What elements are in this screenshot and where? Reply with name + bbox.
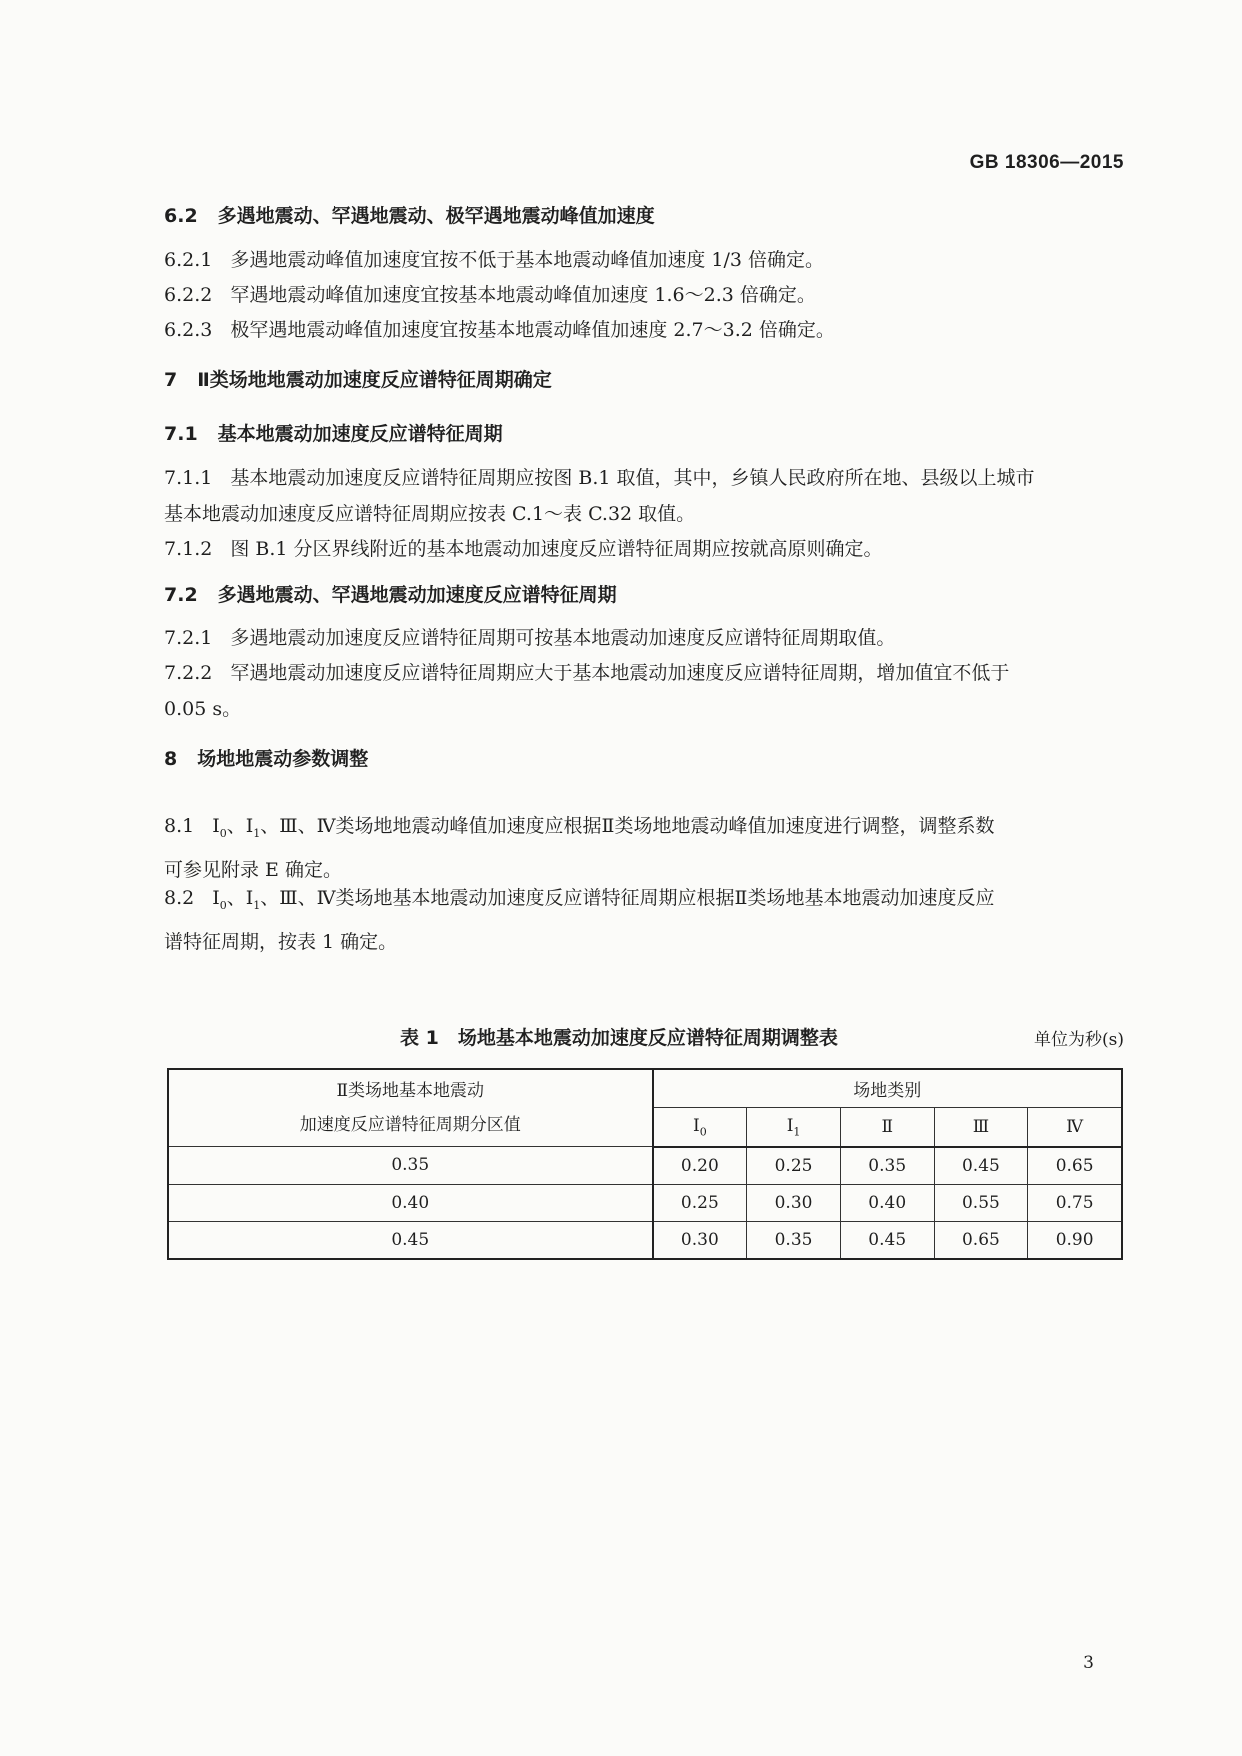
value-cell: 0.25 [747, 1147, 841, 1185]
clause-6-2-2 [164, 277, 1122, 313]
value-cell: 0.30 [653, 1221, 747, 1259]
value-cell: 0.45 [934, 1147, 1028, 1185]
section-number: 6.2 [164, 205, 198, 227]
clause-6-2-3 [164, 312, 1122, 348]
site-class-symbol: 、Ⅰ [226, 887, 254, 909]
value-cell: 0.20 [653, 1147, 747, 1185]
value-cell: 0.30 [747, 1184, 841, 1221]
clause-text: 罕遇地震动峰值加速度宜按基本地震动峰值加速度 1.6～2.3 倍确定。 [230, 284, 816, 306]
clause-number: 8.2 [164, 887, 195, 909]
clause-number: 6.2.1 [164, 249, 213, 271]
zone-cell: 0.40 [168, 1184, 653, 1221]
col-header-III: Ⅲ [934, 1108, 1028, 1147]
chapter-7-heading [164, 362, 1122, 398]
subscript: 0 [219, 826, 227, 840]
zone-cell: 0.35 [168, 1147, 653, 1185]
chapter-number: 7 [164, 369, 178, 391]
page-number: 3 [1083, 1653, 1094, 1673]
clause-8-2 [164, 880, 1122, 960]
header-text: 加速度反应谱特征周期分区值 [299, 1115, 521, 1135]
value-cell: 0.75 [1028, 1184, 1122, 1221]
site-class-symbol: Ⅰ [212, 887, 220, 909]
section-7-1-heading [164, 416, 1122, 452]
value-cell: 0.65 [934, 1221, 1028, 1259]
table-row [168, 1221, 1122, 1259]
clause-7-1-1 [164, 460, 1122, 532]
zone-cell: 0.45 [168, 1221, 653, 1259]
clause-number: 7.2.2 [164, 662, 213, 684]
clause-text: 多遇地震动峰值加速度宜按不低于基本地震动峰值加速度 1/3 倍确定。 [230, 249, 825, 271]
clause-7-1-2 [164, 531, 1122, 567]
clause-number: 6.2.3 [164, 319, 213, 341]
table-row [168, 1184, 1122, 1221]
section-number: 7.1 [164, 423, 198, 445]
clause-text-line: 0.05 s。 [164, 698, 242, 720]
clause-text: 极罕遇地震动峰值加速度宜按基本地震动峰值加速度 2.7～3.2 倍确定。 [230, 319, 835, 341]
value-cell: 0.65 [1028, 1147, 1122, 1185]
clause-text-line: 、Ⅲ、Ⅳ类场地基本地震动加速度反应谱特征周期应根据Ⅱ类场地基本地震动加速度反应 [260, 887, 995, 909]
value-cell: 0.35 [747, 1221, 841, 1259]
col-header-I0: $Ⅰ_0$ [653, 1108, 747, 1147]
standard-code: GB 18306—2015 [969, 152, 1124, 173]
clause-number: 6.2.2 [164, 284, 213, 306]
value-cell: 0.55 [934, 1184, 1028, 1221]
chapter-title: 场地地震动参数调整 [197, 748, 369, 770]
subscript: 0 [219, 898, 227, 912]
clause-8-1 [164, 808, 1122, 888]
value-cell: 0.90 [1028, 1221, 1122, 1259]
clause-number: 8.1 [164, 815, 195, 837]
clause-6-2-1 [164, 242, 1122, 278]
section-title: 多遇地震动、罕遇地震动加速度反应谱特征周期 [217, 584, 617, 606]
section-number: 7.2 [164, 584, 198, 606]
section-6-2-heading [164, 198, 1122, 234]
clause-text: 图 B.1 分区界线附近的基本地震动加速度反应谱特征周期应按就高原则确定。 [230, 538, 883, 560]
subscript: 1 [253, 826, 261, 840]
clause-text-line: 谱特征周期，按表 1 确定。 [164, 930, 398, 953]
clause-text-line: 基本地震动加速度反应谱特征周期应按表 C.1～表 C.32 取值。 [164, 503, 696, 525]
col-header-I1: $Ⅰ_1$ [747, 1108, 841, 1147]
site-class-symbol: Ⅰ [212, 815, 220, 837]
table-title: 表 1 场地基本地震动加速度反应谱特征周期调整表 [400, 1027, 838, 1049]
clause-7-2-2 [164, 655, 1122, 727]
chapter-8-heading [164, 741, 1122, 777]
value-cell: 0.25 [653, 1184, 747, 1221]
chapter-number: 8 [164, 748, 178, 770]
clause-text-line: 罕遇地震动加速度反应谱特征周期应大于基本地震动加速度反应谱特征周期，增加值宜不低于 [230, 662, 1010, 684]
table-header-row [168, 1069, 1122, 1108]
clause-number: 7.2.1 [164, 627, 213, 649]
section-7-2-heading [164, 577, 1122, 613]
clause-7-2-1 [164, 620, 1122, 656]
header-text: Ⅱ类场地基本地震动 [336, 1081, 485, 1101]
clause-number: 7.1.1 [164, 467, 213, 489]
subscript: 1 [253, 898, 261, 912]
table-row [168, 1147, 1122, 1185]
clause-text-line: 、Ⅲ、Ⅳ类场地地震动峰值加速度应根据Ⅱ类场地地震动峰值加速度进行调整，调整系数 [260, 815, 995, 837]
clause-text-line: 可参见附录 E 确定。 [164, 858, 342, 881]
site-class-group-header: 场地类别 [653, 1069, 1122, 1108]
site-class-symbol: 、Ⅰ [226, 815, 254, 837]
value-cell: 0.40 [840, 1184, 934, 1221]
value-cell: 0.45 [840, 1221, 934, 1259]
clause-number: 7.1.2 [164, 538, 213, 560]
col-header-IV: Ⅳ [1028, 1108, 1122, 1147]
period-adjustment-table [167, 1068, 1123, 1260]
zone-header-cell [168, 1069, 653, 1147]
section-title: 基本地震动加速度反应谱特征周期 [217, 423, 503, 445]
col-header-II: Ⅱ [840, 1108, 934, 1147]
table-unit: 单位为秒(s) [1034, 1030, 1124, 1050]
clause-text: 多遇地震动加速度反应谱特征周期可按基本地震动加速度反应谱特征周期取值。 [230, 627, 896, 649]
chapter-title: Ⅱ类场地地震动加速度反应谱特征周期确定 [197, 369, 552, 391]
section-title: 多遇地震动、罕遇地震动、极罕遇地震动峰值加速度 [217, 205, 655, 227]
value-cell: 0.35 [840, 1147, 934, 1185]
clause-text-line: 基本地震动加速度反应谱特征周期应按图 B.1 取值，其中，乡镇人民政府所在地、县级以上城市 [230, 467, 1035, 489]
